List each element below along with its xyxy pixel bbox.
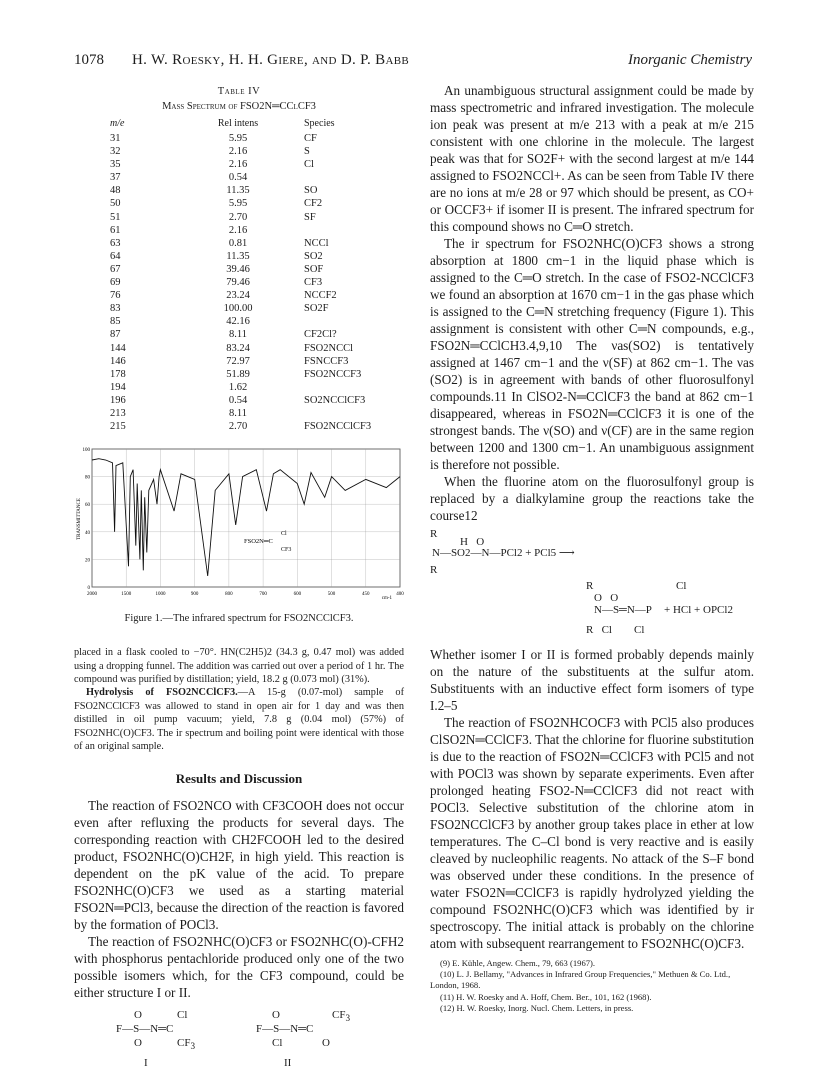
cell-intensity: 72.97	[226, 355, 250, 367]
cell-me: 51	[110, 211, 121, 223]
col-header-me: m/e	[110, 118, 125, 129]
running-authors: H. W. Roesky, H. H. Giere, and D. P. Babb	[132, 52, 409, 68]
results-text	[74, 797, 404, 1001]
cell-me: 64	[110, 250, 121, 262]
cell-me: 61	[110, 224, 121, 236]
cell-species: CF2Cl?	[304, 329, 337, 341]
inset-formula: FSO2N═C	[244, 538, 273, 546]
x-tick-label: 700	[259, 592, 267, 598]
inset-cf3: CF3	[281, 547, 292, 554]
col-header-species: Species	[304, 118, 335, 129]
x-tick-label: 600	[293, 592, 302, 598]
results-paragraph-1: The reaction of FSO2NCO with CF3COOH does not occur even after refluxing the products for several days. The corresponding reaction with CH2FCOOH led to the desired product, FSO2NHC(O)CH2F, in high yield. This reaction is dependent on the pK value of the acid. To prepare FSO2NHC(O)CF3 we used as a starting material FSO2N═PCl3, because the direction of the reaction is favored by the formation of POCl3.	[74, 798, 404, 933]
reaction-reactants: N—SO2—N—PCl2 + PCl5 ⟶	[432, 547, 575, 559]
y-tick-label: 20	[85, 558, 90, 564]
y-tick-label: 100	[82, 448, 90, 454]
cell-me: 50	[110, 198, 121, 210]
cell-me: 178	[110, 368, 126, 380]
cell-me: 35	[110, 159, 121, 171]
table-row	[100, 197, 400, 210]
cell-intensity: 51.89	[226, 368, 250, 380]
left-column	[74, 82, 404, 1079]
table-row	[100, 328, 400, 341]
cell-intensity: 2.70	[228, 211, 248, 223]
cell-intensity: 11.35	[226, 185, 250, 197]
reaction-scheme: R H O N—SO2—N—PCl2 + PCl5 ⟶ R R Cl O O N—S═N—P + HCl + OPCl2 R Cl Cl	[430, 528, 733, 636]
cell-species: NCCl	[304, 237, 329, 249]
cell-species: NCCF2	[304, 290, 337, 302]
col-header-intensity: Rel intens	[217, 118, 259, 129]
table-row	[100, 407, 400, 420]
results-paragraph-2: The reaction of FSO2NHC(O)CF3 or FSO2NHC(O)-CFH2 with phosphorus pentachloride produced only one of the two possible isomers which, for the CF3 compound, could be either structure I or II.	[74, 934, 404, 1001]
table-row	[100, 381, 400, 394]
cell-intensity: 23.24	[226, 290, 250, 302]
cell-intensity: 11.35	[226, 250, 250, 262]
cell-me: 144	[110, 342, 126, 354]
right-paragraph-4: Whether isomer I or II is formed probably depends mainly on the nature of the substituents at the sulfur atom. Substituents with an inductive effect form isomers of type I.2–5	[430, 647, 754, 713]
cell-intensity: 2.16	[228, 146, 248, 158]
y-tick-label: 80	[85, 475, 90, 481]
cell-me: 69	[110, 277, 121, 289]
table-row	[100, 224, 400, 237]
cell-me: 194	[110, 381, 126, 393]
cell-me: 63	[110, 237, 121, 249]
spectrum-line	[92, 459, 400, 576]
references	[430, 958, 754, 1014]
cell-intensity: 0.81	[228, 237, 248, 249]
cell-species: SO2	[304, 250, 323, 262]
right-paragraph-3: When the fluorine atom on the fluorosulfonyl group is replaced by a dialkylamine group the reactions take the course12	[430, 474, 754, 523]
x-tick-label: 800	[225, 592, 233, 598]
table-row	[100, 158, 400, 171]
journal-name: Inorganic Chemistry	[627, 52, 752, 68]
x-tick-label: 900	[190, 592, 199, 598]
x-tick-label: 500	[327, 592, 336, 598]
table-row	[100, 263, 400, 276]
cell-species	[288, 315, 400, 328]
x-tick-label: 1500	[121, 592, 132, 598]
table-row	[100, 171, 400, 184]
table-row	[100, 302, 400, 315]
cell-species: SO2F	[304, 303, 329, 315]
reaction-products: + HCl + OPCl2	[664, 604, 733, 616]
right-paragraph-5: The reaction of FSO2NHCOCF3 with PCl5 also produces ClSO2N═CClCF3. That the chlorine for fluorine substitution is due to the reaction of FSO2N═CClCF3 with PCl5 and not with POCl3 was shown by separate experiments. Even after prolonged heating FSO2-N═CClCF3 did not react with POCl3. Selective substitution of the chlorine atom in FSO2NCClCF3 by another group takes place in ether at low temperatures. The C–Cl bond is very reactive and is easily cleaved by nucleophilic reagents. No attack of the S–F bond was observed under these conditions. In the presence of water FSO2N═CClCF3 is rapidly hydrolyzed yielding the compound FSO2NHC(O)CF3 which was identified by ir spectroscopy. The initial attack is probably on the chlorine atom with subsequent rearrangement to FSO2NHC(O)CF3.	[430, 715, 754, 951]
isomer-structures: O Cl F—S—N═C O $CF_3$ I O $CF_3$ F—S—N═C Cl O II	[116, 1009, 351, 1070]
reference-10: (10) L. J. Bellamy, "Advances in Infrared Group Frequencies," Methuen & Co. Ltd., London, 1968.	[430, 969, 731, 991]
cell-species: SO2NCClCF3	[304, 394, 366, 406]
y-tick-label: 40	[85, 530, 90, 536]
x-tick-label: 450	[362, 592, 370, 598]
hydrolysis-heading: Hydrolysis of FSO2NCClCF3.	[86, 687, 238, 699]
table-row	[100, 184, 400, 197]
cell-me: 215	[110, 421, 126, 433]
table-row	[100, 315, 400, 328]
table-row	[100, 420, 400, 433]
cell-intensity: 100.00	[223, 303, 253, 315]
cell-me: 31	[110, 133, 121, 144]
mass-spectrum-table	[100, 118, 400, 433]
table-row	[100, 211, 400, 224]
experimental-paragraph: placed in a flask cooled to −70°. HN(C2H5)2 (34.3 g, 0.47 mol) was added using a dropping funnel. The addition was carried out over a period of 1 hr. The compound was purified by distillation; yield, 18.2 g (0.073 mol) (31%).	[74, 647, 404, 685]
table-row	[100, 368, 400, 381]
x-tick-label: 400	[396, 592, 404, 598]
cell-species	[288, 381, 400, 394]
cell-species	[288, 171, 400, 184]
structure-I-label: I	[144, 1057, 148, 1070]
structure-II-label: II	[284, 1057, 292, 1070]
cell-species	[288, 407, 400, 420]
cell-intensity: 39.46	[226, 263, 250, 275]
hydrolysis-paragraph	[74, 686, 404, 753]
section-title: Results and Discussion	[175, 771, 303, 787]
right-text-bottom	[430, 646, 754, 952]
x-tick-label: 2000	[87, 592, 97, 598]
cell-me: 146	[110, 355, 126, 367]
cell-intensity: 0.54	[228, 394, 248, 406]
cell-me: 85	[110, 316, 121, 328]
figure-caption: Figure 1.—The infrared spectrum for FSO2NCClCF3.	[124, 613, 354, 625]
cell-me: 67	[110, 263, 121, 275]
table-row	[100, 132, 400, 145]
cell-intensity: 2.16	[228, 159, 248, 171]
reference-11: (11) H. W. Roesky and A. Hoff, Chem. Ber., 101, 162 (1968).	[440, 991, 652, 1002]
page-number: 1078	[74, 52, 104, 68]
cell-me: 213	[110, 407, 126, 419]
experimental-text	[74, 646, 404, 753]
cell-species: FSO2NCClCF3	[304, 421, 372, 433]
cell-me: 196	[110, 394, 126, 406]
right-column	[430, 82, 754, 1014]
y-tick-label: 0	[87, 586, 90, 592]
table-label: Table IV	[217, 86, 261, 97]
y-axis-label: TRANSMITTANCE	[77, 498, 82, 541]
table-row	[100, 394, 400, 407]
cell-species: SO	[304, 185, 318, 197]
ir-spectrum-plot	[74, 447, 404, 607]
cell-species: SF	[304, 211, 316, 223]
cell-species: FSO2NCCl	[304, 342, 354, 354]
cell-species: FSNCCF3	[304, 355, 349, 367]
cell-species: CF2	[304, 198, 323, 210]
ir-spectrum-figure	[74, 447, 404, 607]
table-row	[100, 250, 400, 263]
cell-species: Cl	[304, 159, 314, 171]
cell-species: SOF	[304, 263, 324, 275]
cell-species	[288, 224, 400, 237]
table-row	[100, 237, 400, 250]
table-row	[100, 342, 400, 355]
table-row	[100, 289, 400, 302]
x-tick-label: 1000	[155, 592, 166, 598]
page-header	[74, 52, 752, 72]
reference-12: (12) H. W. Roesky, Inorg. Nucl. Chem. Letters, in press.	[440, 1002, 634, 1013]
cell-species: FSO2NCCF3	[304, 368, 362, 380]
cell-intensity: 79.46	[226, 277, 250, 289]
right-paragraph-2: The ir spectrum for FSO2NHC(O)CF3 shows a strong absorption at 1800 cm−1 in the liquid phase which is assigned to the C═O stretch. In the case of FSO2-NCClCF3 we found an absorption at 1670 cm−1 in the gas phase which is assigned to the C═N stretching frequency (Figure 1). This assignment is consistent with other C═N compounds, e.g., FSO2N═CClCH3.4,9,10 The νas(SO2) is tentatively assigned at 1467 cm−1 and the ν(SF) at 862 cm−1. The νas (SO2) is in agreement with bands of other fluorosulfonyl compounds.11 In ClSO2-N═CClCF3 the band at 862 cm−1 disappeared, whereas in FSO2N═CClCF3 it is one of the strongest bands. The ν(SO) and ν(CF) are in the same region between 1200 and 1300 cm−1. An unambiguous assignment is therefore not possible.	[430, 236, 754, 472]
inset-cl: Cl	[281, 531, 287, 538]
hydrolysis-body: —A 15-g (0.07-mol) sample of FSO2NCClCF3 was allowed to stand in open air for 1 day and was then distilled in oil pump vacuum; yield, 7.8 g (0.04 mol) (57%) of FSO2NHC(O)CF3. The ir spectrum and boiling point were identical with those of an original sample.	[74, 687, 404, 752]
cell-me: 87	[110, 329, 121, 341]
cell-intensity: 42.16	[226, 316, 250, 328]
cell-me: 83	[110, 303, 121, 315]
right-paragraph-1: An unambiguous structural assignment could be made by mass spectrometric and infrared investigation. The molecule ion peak was present at m/e 213 with a peak at m/e 215 consistent with one chlorine in the molecule. The largest peak was that for SO2F+ with the second largest at m/e 144 assigned to FSO2NCCl+. As can be seen from Table IV there are no ions at m/e 28 or 97 which should be present, as CO+ or OCCF3+ if isomer II is present. The infrared spectrum for this compound shows no C═O stretch.	[430, 83, 754, 234]
right-text-top	[430, 82, 754, 524]
cell-intensity: 2.70	[228, 421, 248, 433]
table-title: Mass Spectrum of FSO2N═CClCF3	[162, 101, 316, 112]
cell-intensity: 2.16	[228, 224, 248, 236]
y-tick-label: 60	[85, 503, 90, 509]
cell-me: 76	[110, 290, 121, 302]
cell-intensity: 8.11	[229, 407, 247, 419]
cell-species: CF3	[304, 277, 323, 289]
cell-intensity: 0.54	[228, 172, 248, 184]
cell-me: 37	[110, 172, 121, 184]
cell-intensity: 5.95	[228, 133, 248, 144]
cell-species: S	[304, 146, 310, 158]
cell-intensity: 83.24	[226, 342, 250, 354]
cell-intensity: 8.11	[229, 329, 247, 341]
cell-intensity: 5.95	[228, 198, 248, 210]
cell-species: CF	[304, 133, 317, 144]
cell-intensity: 1.62	[228, 381, 248, 393]
table-row	[100, 276, 400, 289]
cell-me: 32	[110, 146, 121, 158]
table-row	[100, 355, 400, 368]
table-row	[100, 145, 400, 158]
x-unit-label: cm-1	[381, 596, 392, 602]
cell-me: 48	[110, 185, 121, 197]
reference-9: (9) E. Kühle, Angew. Chem., 79, 663 (1967).	[440, 958, 596, 968]
